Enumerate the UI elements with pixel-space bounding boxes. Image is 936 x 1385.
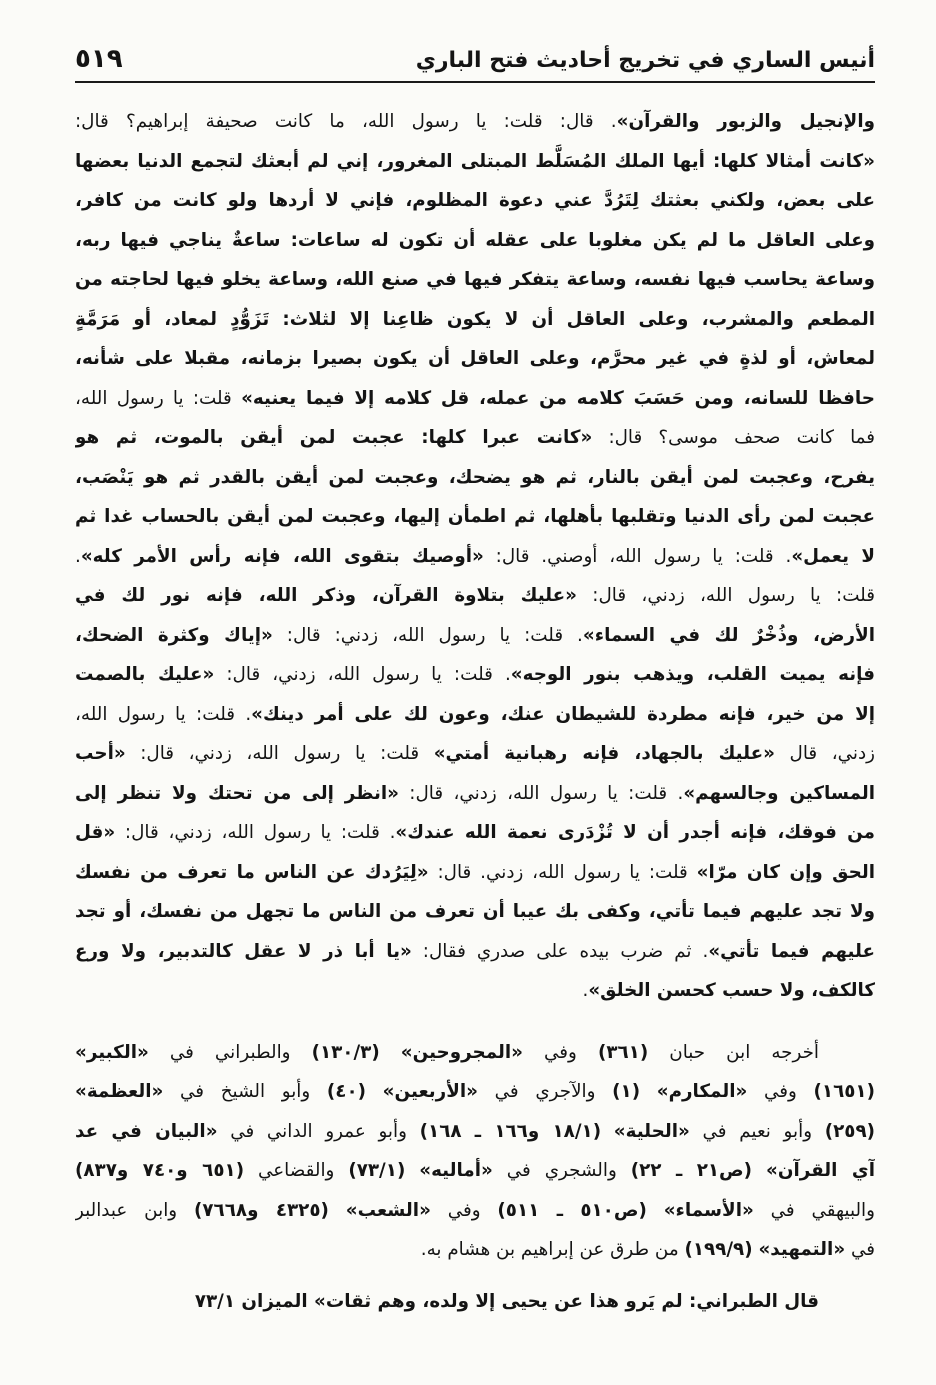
hadith-text: والإنجيل والزبور والقرآن» [616,111,875,132]
line-content [75,704,875,725]
citation-text: وابن عبدالبر [75,1199,194,1221]
narration-text: . قلت: يا رسول الله، زدني، قال: [115,822,396,843]
line-content [75,1160,875,1181]
hadith-text: عليهم فيما تأتي» [708,940,875,962]
citation-reference: (١٦٥١) [813,1081,875,1103]
citation-reference: «المكارم» [656,1081,748,1103]
citation-reference: (١٩٩/٩) [684,1238,753,1260]
citation-reference: «الحلية» [613,1120,690,1142]
hadith-text: «لِيَرُدك عن الناس ما تعرف من نفسك [75,861,429,883]
citation-text [329,1200,346,1221]
text-line [75,418,875,458]
citation-text: وفي [430,1199,498,1221]
line-content [75,309,875,330]
citation-text [405,1160,419,1181]
line-content [75,1042,819,1063]
citation-text: أخرجه ابن حبان [648,1042,819,1063]
line-content [75,1081,875,1102]
narration-text: . ثم ضرب بيده على صدري فقال: [411,940,709,962]
line-content [75,664,875,685]
citation-text [366,1081,383,1102]
text-line [75,1112,875,1151]
citation-text: وفي [522,1042,598,1063]
text-line [75,458,875,498]
citation-text [601,1121,614,1142]
hadith-text: يفرح، وعجبت لمن أيقن بالنار، ثم هو يضحك، وعجبت لمن أيقن بالقدر ثم هو يَنْصَب، [75,466,875,488]
citation-reference: آي القرآن» [765,1160,875,1182]
note-text: قال الطبراني: لم يَرو هذا عن يحيى إلا ولده، وهم ثقات» الميزان ٧٣/١ [194,1291,819,1312]
hadith-text: «كانت عبرا كلها: عجبت لمن أيقن بالموت، ثم هو [75,427,593,448]
hadith-text: «إياك وكثرة الضحك، [75,624,273,646]
hadith-text: فإنه يميت القلب، ويذهب بنور الوجه» [510,664,875,685]
text-line [75,537,875,577]
line-content [75,190,875,211]
line-content [582,980,875,1001]
text-line [75,576,875,616]
text-line [75,1230,875,1269]
citation-text: وأبو نعيم في [689,1120,825,1142]
text-line [75,339,875,379]
citation-reference: «الكبير» [75,1042,149,1063]
line-content [75,743,875,764]
citation-reference: «المجروحين» [400,1042,523,1063]
line-content [75,783,875,804]
line-content [75,862,875,883]
hadith-text: إلا من خير، فإنه مطردة للشيطان عنك، وعون لك على أمر دينك» [251,703,875,725]
citation-text [752,1160,766,1181]
citation-reference: (١) [612,1081,641,1103]
line-content [75,269,875,290]
line-content [75,625,875,646]
line-content [195,1291,819,1312]
hadith-text: المساكين وجالسهم» [683,782,875,804]
citation-reference: «البيان في عد [75,1120,218,1142]
citation-text: والآجري في [477,1081,613,1103]
narration-text: فما كانت صحف موسى؟ قال: [592,427,875,448]
hadith-text: الحق وإن كان مرّا» [696,861,875,883]
citation-text: والقضاعي [244,1160,349,1182]
header-rule [75,81,875,83]
hadith-text: على بعض، ولكني بعثتك لِتَرُدَّ عني دعوة المظلوم، فإني لا أردها ولو كانت من كافر، [75,190,875,211]
page-number: ٥١٩ [75,44,123,74]
line-content [75,467,875,488]
book-title: أنيس الساري في تخريج أحاديث فتح الباري [415,48,875,73]
citation-text: وفي [747,1081,814,1103]
line-content [421,1239,875,1260]
hadith-text: عجبت لمن رأى الدنيا وتقلبها بأهلها، ثم اطمأن إليها، وعجبت لمن أيقن بالحساب غدا ثم [75,506,875,527]
narration-text: . [582,980,589,1001]
hadith-text: «يا أبا ذر لا عقل كالتدبير، ولا ورع [75,940,412,962]
hadith-text: كالكف، ولا حسب كحسن الخلق» [588,980,875,1001]
citation-reference: (ص٥١٠ ـ ٥١١) [497,1199,647,1221]
citation-text [380,1042,401,1063]
citation-reference: «التمهيد» [758,1238,846,1260]
line-content [75,230,875,251]
hadith-text: لا يعمل» [791,545,875,567]
narration-text: . قلت: يا رسول الله، زدني: قال: [272,624,583,646]
text-line [75,932,875,972]
citation-reference: (ص٢١ ـ ٢٢) [630,1160,753,1182]
line-content [75,111,875,132]
citation-text [647,1200,664,1221]
text-line [75,379,875,419]
narration-text: زدني، قال [774,743,875,764]
citation-reference: (٢٥٩) [824,1120,875,1142]
text-line [75,892,875,932]
citation-text: والبيهقي في [753,1199,875,1221]
line-content [75,427,875,448]
text-line [75,1151,875,1190]
narration-text: . قلت: يا رسول الله، زدني، قال: [214,664,511,685]
line-content [75,1200,875,1221]
text-line [75,221,875,261]
line-content [75,585,875,606]
takhrij-paragraph [75,1033,875,1269]
citation-text: وأبو عمرو الداني في [217,1120,420,1142]
citation-reference: (٧٣/١) [348,1160,406,1182]
text-line [75,497,875,537]
hadith-text: وعلى العاقل ما لم يكن مغلوبا على عقله أن تكون له ساعات: ساعةٌ يناجي فيها ربه، [75,229,875,251]
hadith-text: «أحب [75,743,126,764]
text-line [75,1072,875,1111]
text-line [75,1033,875,1072]
running-header [75,40,875,80]
text-line [75,181,875,221]
line-content [75,1121,875,1142]
hadith-text: من فوقك، فإنه أجدر أن لا تُزْدَرى نعمة الله عندك» [395,822,875,843]
narration-text: . [75,545,81,567]
citation-reference: (٣٦١) [597,1042,649,1063]
citation-reference: «الأربعين» [382,1081,478,1103]
narration-text: . قلت: يا رسول الله، أوصني. قال: [483,545,792,567]
text-line [75,616,875,656]
citation-reference: «الشعب» [345,1199,431,1221]
text-line [75,695,875,735]
hadith-text: ولا تجد عليهم فيما تأتي، وكفى بك عيبا أن تعرف من الناس ما تجهل من نفسك، أو تجد [75,901,875,922]
citation-reference: (٤٣٢٥ و٧٦٦٨) [193,1199,329,1221]
citation-reference: (٦٥١ و٧٤٠ و٨٣٧) [75,1160,245,1182]
hadith-text: «انظر إلى من تحتك ولا تنظر إلى [75,782,399,804]
hadith-text: «عليك بتلاوة القرآن، وذكر الله، فإنه نور لك في [75,585,577,606]
citation-reference: (١٨/١ و١٦٦ ـ ١٦٨) [419,1120,602,1142]
citation-reference: (١٣٠/٣) [311,1042,380,1063]
hadith-text: وساعة يحاسب فيها نفسه، وساعة يتفكر فيها في صنع الله، وساعة يخلو فيها لحاجته من [75,269,875,290]
main-paragraph [75,102,875,1011]
line-content [75,348,875,369]
text-line [75,971,875,1011]
text-line [75,260,875,300]
text-line [75,774,875,814]
text-line [75,813,875,853]
hadith-text: الأرض، وذُخْرٌ لك في السماء» [582,624,875,646]
hadith-text: «قل [75,822,116,843]
line-content [75,506,875,527]
citation-text: والطبراني في [148,1042,312,1063]
text-line [75,142,875,182]
narration-text: . قلت: يا رسول الله، [75,703,252,725]
narration-text: قلت: يا رسول الله، زدني. قال: [428,861,697,883]
hadith-text: «أوصيك بتقوى الله، فإنه رأس الأمر كله» [80,545,484,567]
citation-text [640,1081,657,1102]
citation-text: من طرق عن إبراهيم بن هشام به. [420,1238,685,1260]
hadith-text: «عليك بالجهاد، فإنه رهبانية أمتي» [433,743,775,764]
narration-text: . قلت: يا رسول الله، زدني، قال: [398,782,684,804]
line-content [75,388,875,409]
citation-text: وأبو الشيخ في [163,1081,327,1103]
narration-text: قلت: يا رسول الله، زدني، قال: [577,585,875,606]
text-line [75,655,875,695]
citation-text: والشجري في [492,1160,631,1182]
note-paragraph [75,1282,875,1322]
citation-text: في [845,1238,875,1260]
line-content [75,941,875,962]
citation-reference: (٤٠) [326,1081,366,1103]
text-line [75,1282,875,1322]
hadith-text: المطعم والمشرب، وعلى العاقل أن لا يكون ظاعِنا إلا لثلاث: تَزَوُّدٍ لمعاد، أو مَرَمَّةٍ [75,308,875,330]
narration-text: . قال: قلت: يا رسول الله، ما كانت صحيفة إبراهيم؟ قال: [75,111,617,132]
hadith-text: «كانت أمثالا كلها: أيها الملك المُسَلَّط المبتلى المغرور، إني لم أبعثك لتجمع الدنيا بعضها [75,150,875,172]
line-content [75,546,875,567]
citation-reference: «أماليه» [419,1160,493,1182]
narration-text: قلت: يا رسول الله، زدني، قال: [125,743,434,764]
text-line [75,300,875,340]
narration-text: قلت: يا رسول الله، [75,387,242,409]
hadith-text: لمعاش، أو لذةٍ في غير محرَّم، وعلى العاقل أن يكون بصيرا بزمانه، مقبلا على شأنه، [75,348,875,369]
line-content [75,822,875,843]
text-line [75,1191,875,1230]
citation-reference: «العظمة» [75,1081,164,1103]
text-line [75,102,875,142]
text-line [75,853,875,893]
citation-reference: «الأسماء» [663,1199,754,1221]
text-line [75,734,875,774]
line-content [75,151,875,172]
line-content [75,901,875,922]
hadith-text: «عليك بالصمت [75,664,215,685]
hadith-text: حافظا للسانه، ومن حَسَبَ كلامه من عمله، قل كلامه إلا فيما يعنيه» [241,387,875,409]
